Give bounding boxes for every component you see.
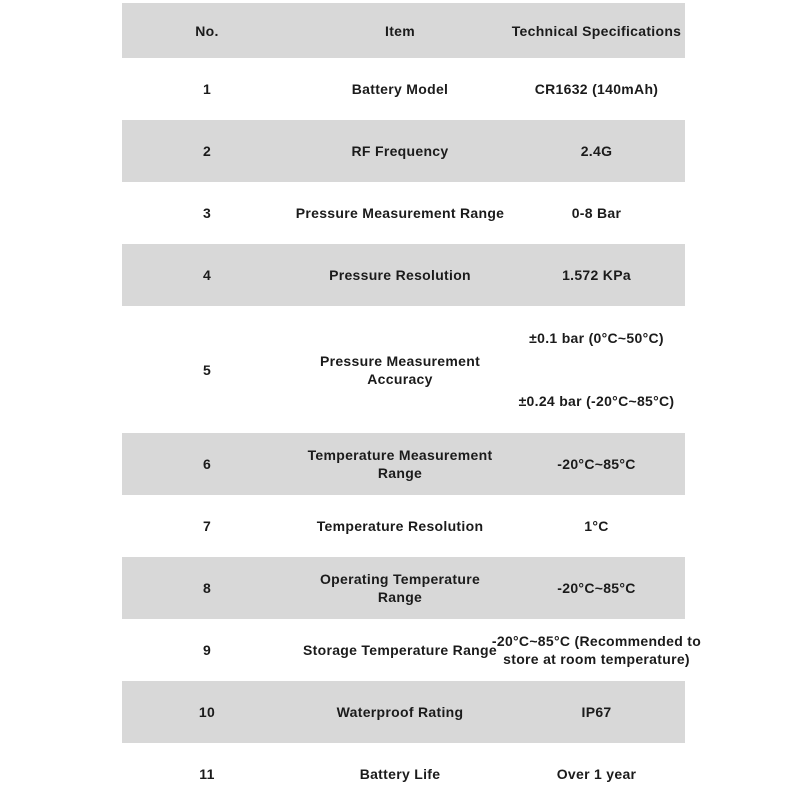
table-row (122, 433, 685, 495)
row-no: 1 (202, 81, 212, 97)
spec-line: ±0.24 bar (-20°C~85°C) (518, 393, 675, 409)
table-row (122, 681, 685, 743)
row-item (292, 557, 508, 619)
row-spec (508, 244, 685, 306)
table-row (122, 557, 685, 619)
row-spec (508, 495, 685, 557)
row-spec (508, 433, 685, 495)
row-item (292, 619, 508, 681)
item-line: Storage Temperature Range (303, 642, 497, 658)
table-row (122, 120, 685, 182)
item-line: Operating Temperature (319, 571, 481, 587)
spec-line: store at room temperature) (503, 651, 690, 667)
table-row (122, 58, 685, 120)
row-item (292, 495, 508, 557)
item-line: Accuracy (367, 370, 433, 387)
row-spec (508, 182, 685, 244)
spec-line: 1°C (584, 518, 609, 534)
spec-line: IP67 (581, 704, 612, 720)
header-no: No. (195, 22, 219, 39)
row-item (292, 681, 508, 743)
item-line: RF Frequency (351, 143, 449, 159)
item-line: Range (377, 465, 423, 481)
spec-line: Over 1 year (556, 766, 637, 782)
item-line: Pressure Resolution (329, 267, 471, 283)
row-no: 3 (202, 205, 212, 221)
row-no: 7 (202, 518, 212, 534)
row-no: 5 (202, 361, 212, 378)
spec-line: -20°C~85°C (557, 456, 636, 472)
table-row (122, 743, 685, 805)
spec-line: 1.572 KPa (562, 267, 631, 283)
row-spec (508, 743, 685, 805)
spec-line: ±0.1 bar (0°C~50°C) (529, 330, 664, 346)
row-no: 10 (198, 704, 216, 720)
spec-line: 2.4G (580, 143, 613, 159)
item-line: Temperature Resolution (316, 518, 484, 534)
row-no: 8 (202, 580, 212, 596)
table-row (122, 619, 702, 681)
header-spec: Technical Specifications (511, 22, 682, 39)
row-spec (508, 58, 685, 120)
row-no: 6 (202, 456, 212, 472)
spec-line: 0-8 Bar (571, 205, 622, 221)
row-item (292, 182, 508, 244)
row-item (292, 58, 508, 120)
table-header-row (122, 3, 685, 58)
item-line: Range (377, 589, 423, 605)
row-spec (508, 681, 685, 743)
table-row (122, 306, 685, 433)
row-no: 4 (202, 267, 212, 283)
row-no: 9 (202, 642, 212, 658)
table-row (122, 182, 685, 244)
row-spec (508, 557, 685, 619)
table-row (122, 495, 685, 557)
table-row (122, 244, 685, 306)
row-no: 2 (202, 143, 212, 159)
row-spec (508, 120, 685, 182)
spec-line: CR1632 (140mAh) (534, 81, 659, 97)
spec-line: -20°C~85°C (557, 580, 636, 596)
item-line: Pressure Measurement Range (295, 205, 505, 221)
item-line: Pressure Measurement (319, 352, 481, 369)
item-line: Battery Life (359, 766, 441, 782)
item-line: Temperature Measurement (307, 447, 493, 463)
item-line: Battery Model (351, 81, 449, 97)
row-item (292, 743, 508, 805)
row-item (292, 244, 508, 306)
spec-table (122, 3, 702, 805)
spec-line: -20°C~85°C (Recommended to (491, 633, 702, 649)
row-spec (491, 619, 702, 681)
row-spec (508, 306, 685, 433)
row-item (292, 433, 508, 495)
item-line: Waterproof Rating (336, 704, 464, 720)
row-item (292, 306, 508, 433)
row-item (292, 120, 508, 182)
row-no: 11 (199, 766, 215, 782)
header-item: Item (385, 22, 415, 39)
